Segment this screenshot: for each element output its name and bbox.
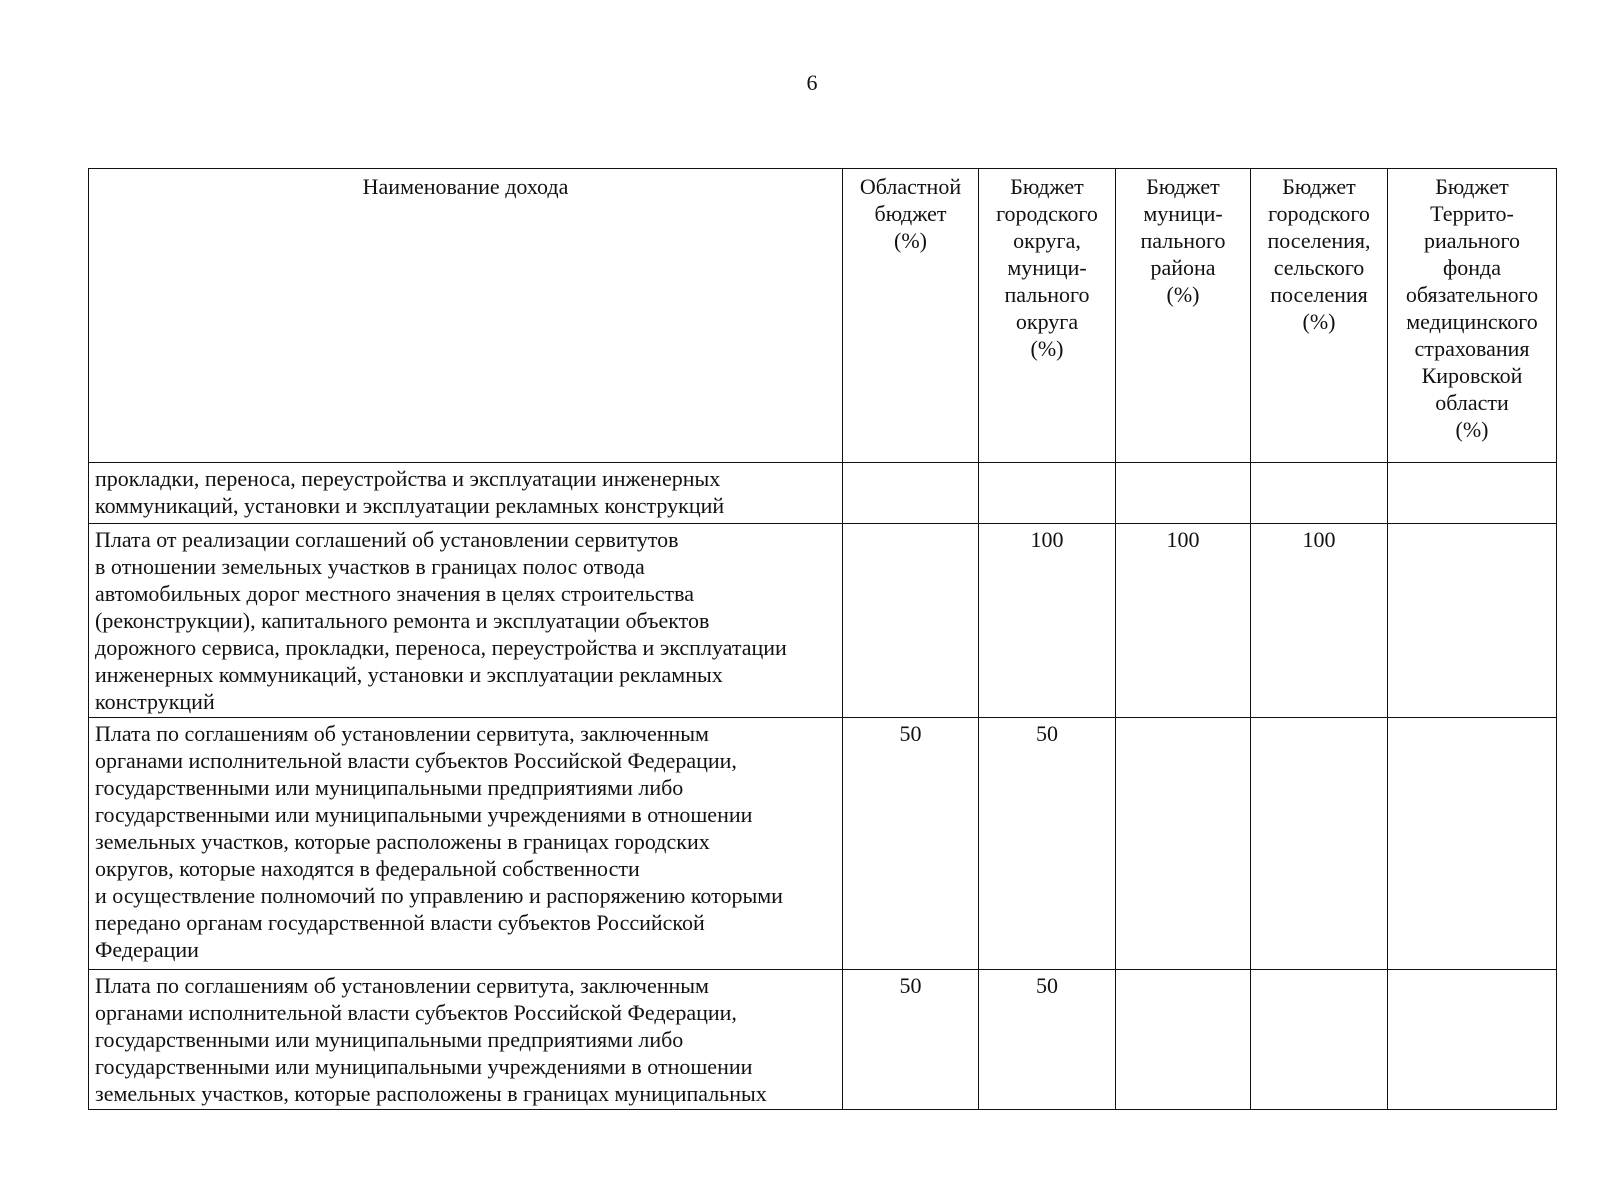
header-health-insurance-fund-budget <box>1388 169 1557 463</box>
header-settlement-budget-label: Бюджет городского поселения, сельского поселения (%) <box>1267 174 1371 334</box>
header-municipal-district-budget-label: Бюджет муници- пального района (%) <box>1140 174 1226 307</box>
revenue-name-cell: Плата от реализации соглашений об установлении сервитутов в отношении земельных участков в границах полос отвода автомобильных дорог местного значения в целях строительства (реконструкции), капитального ремонта и эксплуатации объектов дорожного сервиса, прокладки, переноса, переустройства и эксплуатации инженерных коммуникаций, установки и эксплуатации рекламных конструкций <box>89 524 843 718</box>
city-district-budget-value: 100 <box>979 524 1116 718</box>
health-insurance-fund-value <box>1388 718 1557 970</box>
header-health-insurance-fund-budget-label: Бюджет Террито- риального фонда обязательного медицинского страхования Кировской области (%) <box>1405 174 1539 442</box>
revenue-name-cell: Плата по соглашениям об установлении сервитута, заключенным органами исполнительной власти субъектов Российской Федерации, государственными или муниципальными предприятиями либо государственными или муниципальными учреждениями в отношении земельных участков, которые расположены в границах городских округов, которые находятся в федеральной собственности и осуществление полномочий по управлению и распоряжению которыми передано органам государственной власти субъектов Российской Федерации <box>89 718 843 970</box>
header-city-district-budget <box>979 169 1116 463</box>
municipal-district-budget-value <box>1116 718 1251 970</box>
city-district-budget-value: 50 <box>979 970 1116 1110</box>
regional-budget-value: 50 <box>843 970 979 1110</box>
revenue-name-cell: Плата по соглашениям об установлении сервитута, заключенным органами исполнительной власти субъектов Российской Федерации, государственными или муниципальными предприятиями либо государственными или муниципальными учреждениями в отношении земельных участков, которые расположены в границах муниципальных <box>89 970 843 1110</box>
header-settlement-budget <box>1251 169 1388 463</box>
header-revenue-name <box>89 169 843 463</box>
page-number: 6 <box>806 70 818 95</box>
header-regional-budget <box>843 169 979 463</box>
settlement-budget-value <box>1251 463 1388 524</box>
settlement-budget-value <box>1251 970 1388 1110</box>
municipal-district-budget-value: 100 <box>1116 524 1251 718</box>
table-row <box>89 463 1557 524</box>
revenue-distribution-table <box>88 168 1557 1110</box>
municipal-district-budget-value <box>1116 463 1251 524</box>
health-insurance-fund-value <box>1388 524 1557 718</box>
table-row <box>89 524 1557 718</box>
header-revenue-name-label: Наименование дохода <box>362 174 569 199</box>
settlement-budget-value: 100 <box>1251 524 1388 718</box>
table-header-row <box>89 169 1557 463</box>
revenue-name-cell: прокладки, переноса, переустройства и эксплуатации инженерных коммуникаций, установки и эксплуатации рекламных конструкций <box>89 463 843 524</box>
table-row <box>89 970 1557 1110</box>
settlement-budget-value <box>1251 718 1388 970</box>
health-insurance-fund-value <box>1388 970 1557 1110</box>
city-district-budget-value: 50 <box>979 718 1116 970</box>
health-insurance-fund-value <box>1388 463 1557 524</box>
regional-budget-value: 50 <box>843 718 979 970</box>
header-city-district-budget-label: Бюджет городского округа, муници- пального округа (%) <box>996 174 1098 361</box>
city-district-budget-value <box>979 463 1116 524</box>
regional-budget-value <box>843 524 979 718</box>
municipal-district-budget-value <box>1116 970 1251 1110</box>
table-row <box>89 718 1557 970</box>
header-municipal-district-budget <box>1116 169 1251 463</box>
regional-budget-value <box>843 463 979 524</box>
header-regional-budget-label: Областной бюджет (%) <box>859 174 962 253</box>
